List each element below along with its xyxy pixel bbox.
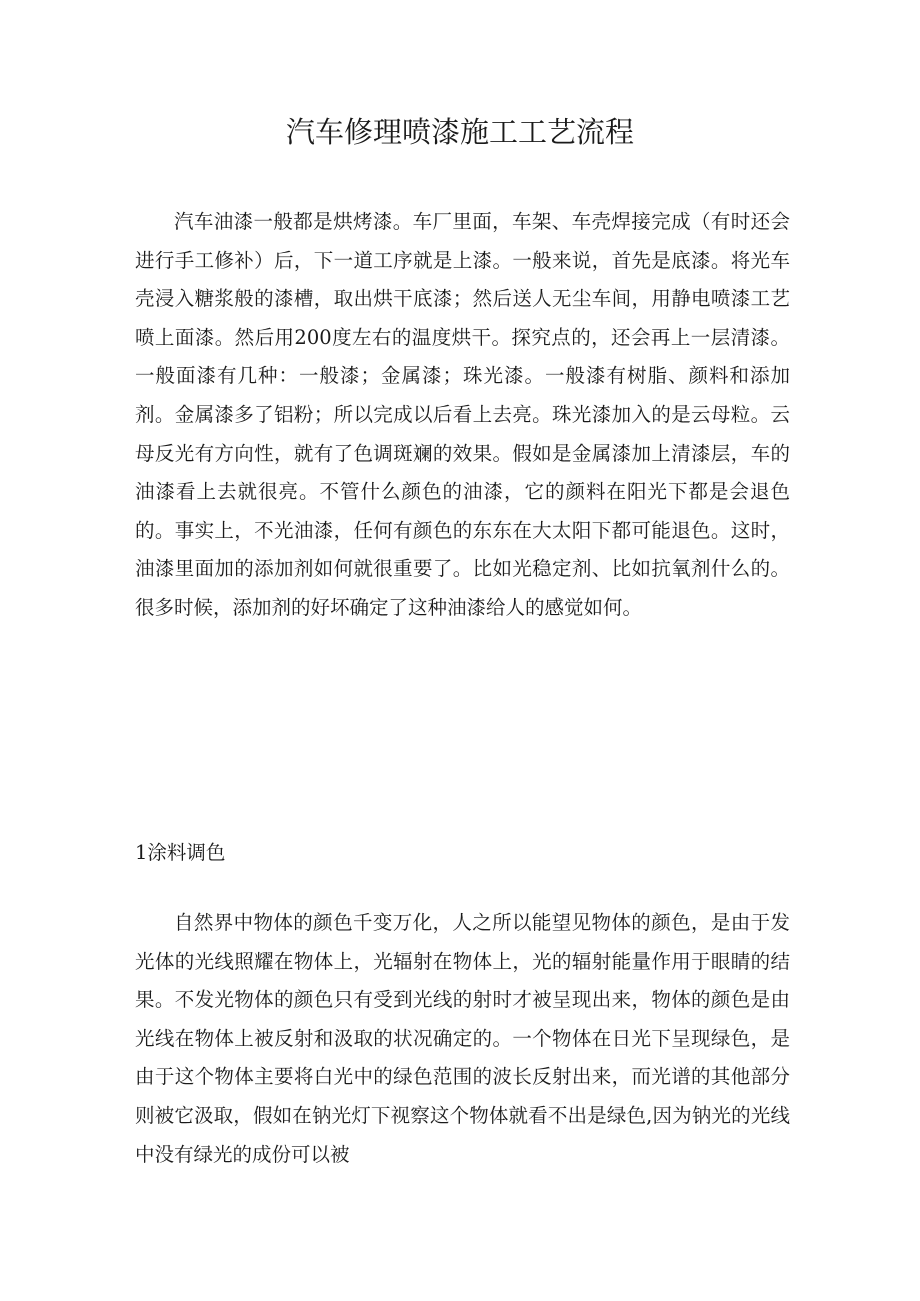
intro-paragraph: 汽车油漆一般都是烘烤漆。车厂里面，车架、车壳焊接完成（有时还会进行手工修补）后，下一道工序就是上漆。一般来说，首先是底漆。将光车壳浸入糖浆般的漆槽，取出烘干底漆；然后送人无尘车间，用静电喷漆工艺喷上面漆。然后用200度左右的温度烘干。探究点的，还会再上一层清漆。一般面漆有几种：一般漆；金属漆；珠光漆。一般漆有树脂、颜料和添加剂。金属漆多了铝粉；所以完成以后看上去亮。珠光漆加入的是云母粒。云母反光有方向性，就有了色调斑斓的效果。假如是金属漆加上清漆层，车的油漆看上去就很亮。不管什么颜色的油漆，它的颜料在阳光下都是会退色的。事实上，不光油漆，任何有颜色的东东在大太阳下都可能退色。这时，油漆里面加的添加剂如何就很重要了。比如光稳定剂、比如抗氧剂什么的。很多时候，添加剂的好坏确定了这种油漆给人的感觉如何。 xyxy=(135,210,790,619)
section-heading: 1涂料调色 xyxy=(135,841,226,864)
section-paragraph: 自然界中物体的颜色千变万化，人之所以能望见物体的颜色，是由于发光体的光线照耀在物体上，光辐射在物体上，光的辐射能量作用于眼睛的结果。不发光物体的颜色只有受到光线的射时才被呈现出来，物体的颜色是由光线在物体上被反射和汲取的状况确定的。一个物体在日光下呈现绿色，是由于这个物体主要将白光中的绿色范围的波长反射出来，而光谱的其他部分则被它汲取，假如在钠光灯下视察这个物体就看不出是绿色,因为钠光的光线中没有绿光的成份可以被 xyxy=(135,911,790,1166)
document-title: 汽车修理喷漆施工工艺流程 xyxy=(285,115,634,149)
